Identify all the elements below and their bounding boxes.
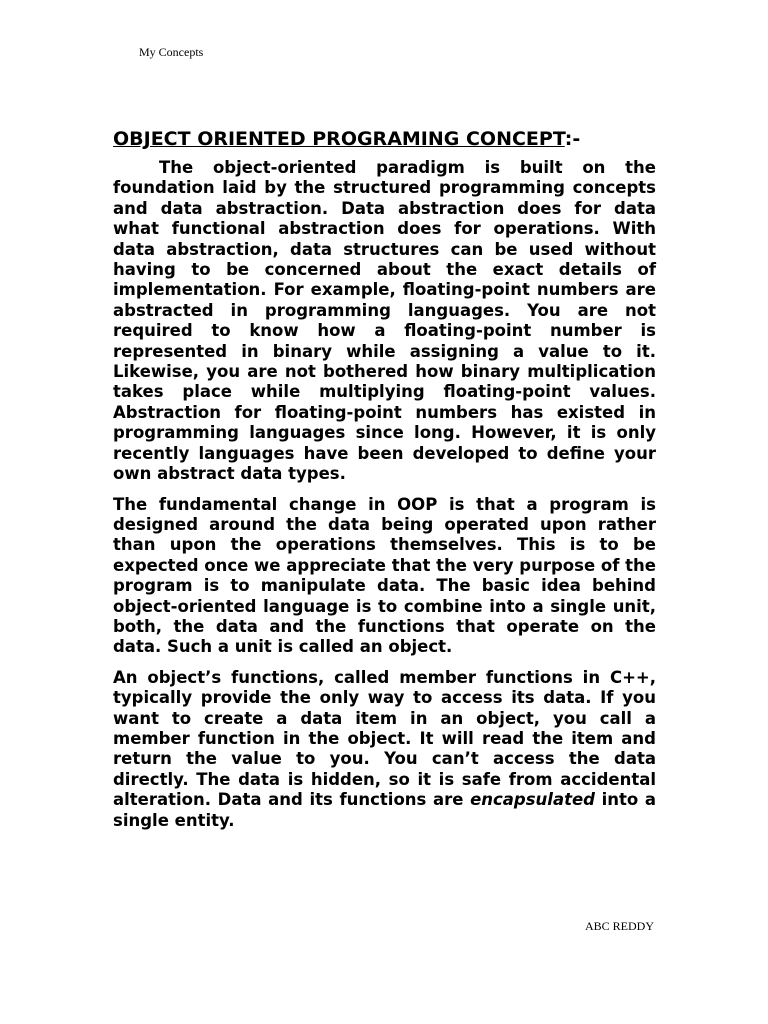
document-body: [113, 158, 656, 841]
paragraph-3-end: into a single entity.: [113, 790, 656, 830]
paragraph-2: The fundamental change in OOP is that a program is designed around the data being operated upon rather than upon the operations themselves. This is to be expected once we appreciate that the very purpose of the program is to manipulate data. The basic idea behind object-oriented language is to combine into a single unit, both, the data and the functions that operate on the data. Such a unit is called an object.: [113, 494, 656, 657]
page-footer: ABC REDDY: [584, 919, 654, 933]
page-header: My Concepts: [139, 45, 204, 59]
paragraph-3: [113, 668, 656, 831]
paragraph-3-text: An object’s functions, called member functions in C++, typically provide the only way to access its data. If you want to create a data item in an object, you call a member function in the object. It will read the item and return the value to you. You can’t access the data directly. The data is hidden, so it is safe from accidental alteration. Data and its functions are: [113, 667, 656, 810]
emphasis-encapsulated: encapsulated: [470, 790, 595, 810]
document-title: [113, 126, 580, 152]
title-text: OBJECT ORIENTED PROGRAMING CONCEPT: [113, 128, 565, 150]
title-suffix: :-: [564, 128, 581, 150]
paragraph-1: The object-oriented paradigm is built on the foundation laid by the structured programming concepts and data abstraction. Data abstraction does for data what functional abstraction does for operations. With data abstraction, data structures can be used without having to be concerned about the exact details of implementation. For example, floating-point numbers are abstracted in programming languages. You are not required to know how a floating-point number is represented in binary while assigning a value to it. Likewise, you are not bothered how binary multiplication takes place while multiplying floating-point values. Abstraction for floating-point numbers has existed in programming languages since long. However, it is only recently languages have been developed to define your own abstract data types.: [113, 158, 656, 484]
